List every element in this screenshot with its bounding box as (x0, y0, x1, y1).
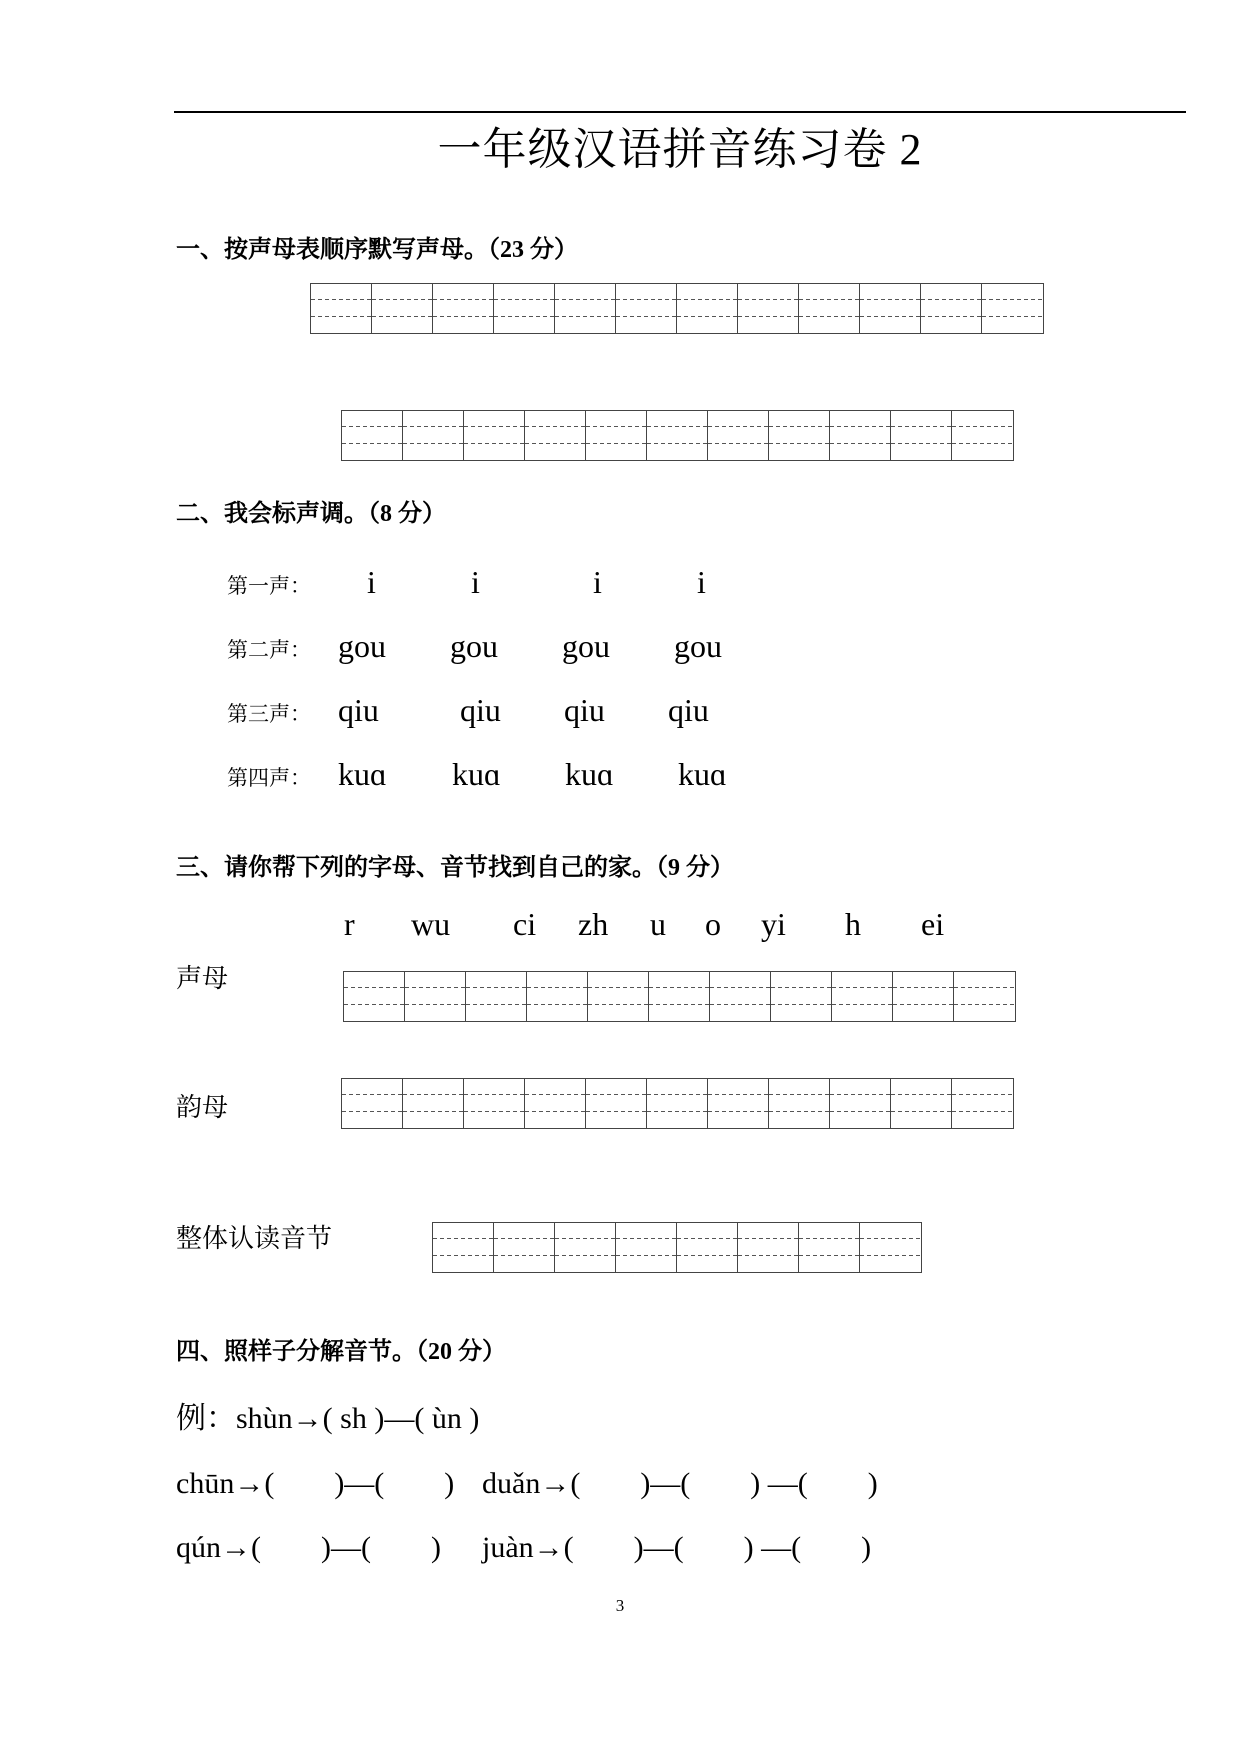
tone-syllable: gou (450, 628, 498, 664)
writing-grid-zhengti[interactable] (432, 1222, 922, 1273)
writing-cell[interactable] (403, 1079, 464, 1128)
answer-blanks[interactable]: →( )—( ) —( ) (533, 1531, 872, 1564)
answer-blanks[interactable]: →( )—( ) —( ) (540, 1467, 878, 1500)
writing-grid-shengmu-row2[interactable] (341, 410, 1014, 461)
tone-syllable: qiu (668, 692, 709, 728)
answer-blanks[interactable]: →( )—( ) (221, 1531, 441, 1564)
writing-cell[interactable] (893, 972, 954, 1021)
writing-cell[interactable] (342, 411, 403, 460)
tone-syllable: kuɑ (338, 756, 387, 792)
tone-syllable: i (697, 564, 706, 600)
writing-cell[interactable] (952, 1079, 1013, 1128)
writing-grid-shengmu[interactable] (343, 971, 1016, 1022)
letter-item: o (705, 906, 721, 942)
tone-syllable: i (367, 564, 376, 600)
writing-cell[interactable] (708, 1079, 769, 1128)
header-rule (174, 111, 1186, 113)
writing-cell[interactable] (799, 1223, 860, 1272)
decompose-item-chun (176, 1464, 454, 1504)
zhengti-label: 整体认读音节 (176, 1224, 333, 1253)
tone-syllable: gou (674, 628, 722, 664)
writing-cell[interactable] (832, 972, 893, 1021)
letter-item: ei (921, 906, 945, 942)
syllable: duǎn (482, 1467, 541, 1500)
tone-syllable: gou (338, 628, 386, 664)
writing-cell[interactable] (311, 284, 372, 333)
writing-cell[interactable] (860, 284, 921, 333)
writing-cell[interactable] (405, 972, 466, 1021)
tone-syllable: kuɑ (565, 756, 614, 792)
writing-cell[interactable] (433, 1223, 494, 1272)
writing-cell[interactable] (799, 284, 860, 333)
writing-cell[interactable] (708, 411, 769, 460)
writing-grid-shengmu-row1[interactable] (310, 283, 1044, 334)
writing-cell[interactable] (555, 284, 616, 333)
tone-syllable: qiu (564, 692, 605, 728)
decompose-item-qun (176, 1528, 441, 1568)
writing-cell[interactable] (525, 411, 586, 460)
writing-cell[interactable] (710, 972, 771, 1021)
writing-cell[interactable] (586, 1079, 647, 1128)
letter-item: yi (761, 906, 786, 942)
tone-row-4 (227, 754, 727, 794)
writing-cell[interactable] (649, 972, 710, 1021)
tone-row-3 (227, 690, 709, 730)
tone-row-1 (227, 562, 706, 602)
letter-item: wu (411, 906, 451, 942)
section1-heading: 一、按声母表顺序默写声母。（23 分） (176, 237, 578, 263)
letter-item: h (845, 906, 861, 942)
shengmu-label: 声母 (176, 964, 229, 993)
writing-cell[interactable] (466, 972, 527, 1021)
section4-heading: 四、照样子分解音节。（20 分） (176, 1339, 506, 1365)
tone-syllable: kuɑ (452, 756, 501, 792)
letter-item: ci (513, 906, 537, 942)
page-title: 一年级汉语拼音练习卷 2 (437, 125, 923, 174)
writing-cell[interactable] (555, 1223, 616, 1272)
writing-cell[interactable] (769, 411, 830, 460)
writing-cell[interactable] (616, 1223, 677, 1272)
writing-cell[interactable] (433, 284, 494, 333)
writing-cell[interactable] (891, 1079, 952, 1128)
syllable: qún (176, 1531, 221, 1564)
tone-syllable: qiu (338, 692, 379, 728)
tone-row-2 (227, 626, 722, 666)
writing-cell[interactable] (647, 411, 708, 460)
letter-item: zh (578, 906, 609, 942)
tone-label: 第三声： (227, 702, 311, 726)
writing-cell[interactable] (342, 1079, 403, 1128)
writing-cell[interactable] (344, 972, 405, 1021)
tone-label: 第二声： (227, 638, 311, 662)
writing-cell[interactable] (372, 284, 433, 333)
section2-heading: 二、我会标声调。（8 分） (176, 501, 446, 527)
letter-bank (0, 904, 1240, 946)
section3-heading: 三、请你帮下列的字母、音节找到自己的家。（9 分） (176, 855, 734, 881)
tone-syllable: i (593, 564, 602, 600)
writing-cell[interactable] (982, 284, 1043, 333)
writing-cell[interactable] (952, 411, 1013, 460)
writing-cell[interactable] (830, 411, 891, 460)
tone-label: 第一声： (227, 574, 311, 598)
yunmu-label: 韵母 (176, 1093, 229, 1122)
writing-cell[interactable] (738, 284, 799, 333)
writing-cell[interactable] (525, 1079, 586, 1128)
writing-cell[interactable] (891, 411, 952, 460)
tone-syllable: kuɑ (678, 756, 727, 792)
writing-cell[interactable] (921, 284, 982, 333)
page-number: 3 (615, 1596, 625, 1615)
letter-item: r (344, 906, 355, 942)
example-prefix: 例： (176, 1402, 236, 1435)
writing-cell[interactable] (954, 972, 1015, 1021)
decompose-item-duan (482, 1464, 878, 1504)
writing-cell[interactable] (860, 1223, 921, 1272)
writing-cell[interactable] (677, 1223, 738, 1272)
writing-cell[interactable] (494, 284, 555, 333)
writing-cell[interactable] (403, 411, 464, 460)
writing-cell[interactable] (769, 1079, 830, 1128)
writing-cell[interactable] (771, 972, 832, 1021)
example-line (176, 1399, 479, 1439)
writing-cell[interactable] (647, 1079, 708, 1128)
example-text: shùn→( sh )—( ùn ) (236, 1402, 480, 1435)
writing-cell[interactable] (677, 284, 738, 333)
writing-cell[interactable] (588, 972, 649, 1021)
decompose-item-juan (482, 1528, 871, 1568)
writing-cell[interactable] (464, 1079, 525, 1128)
tone-syllable: gou (562, 628, 610, 664)
letter-item: u (650, 906, 666, 942)
tone-syllable: qiu (460, 692, 501, 728)
tone-syllable: i (471, 564, 480, 600)
tone-label: 第四声： (227, 766, 311, 790)
writing-cell[interactable] (738, 1223, 799, 1272)
writing-cell[interactable] (464, 411, 525, 460)
answer-blanks[interactable]: →( )—( ) (234, 1467, 455, 1500)
writing-cell[interactable] (616, 284, 677, 333)
writing-grid-yunmu[interactable] (341, 1078, 1014, 1129)
writing-cell[interactable] (527, 972, 588, 1021)
writing-cell[interactable] (830, 1079, 891, 1128)
syllable: chūn (176, 1467, 235, 1500)
syllable: juàn (482, 1531, 534, 1564)
writing-cell[interactable] (494, 1223, 555, 1272)
writing-cell[interactable] (586, 411, 647, 460)
